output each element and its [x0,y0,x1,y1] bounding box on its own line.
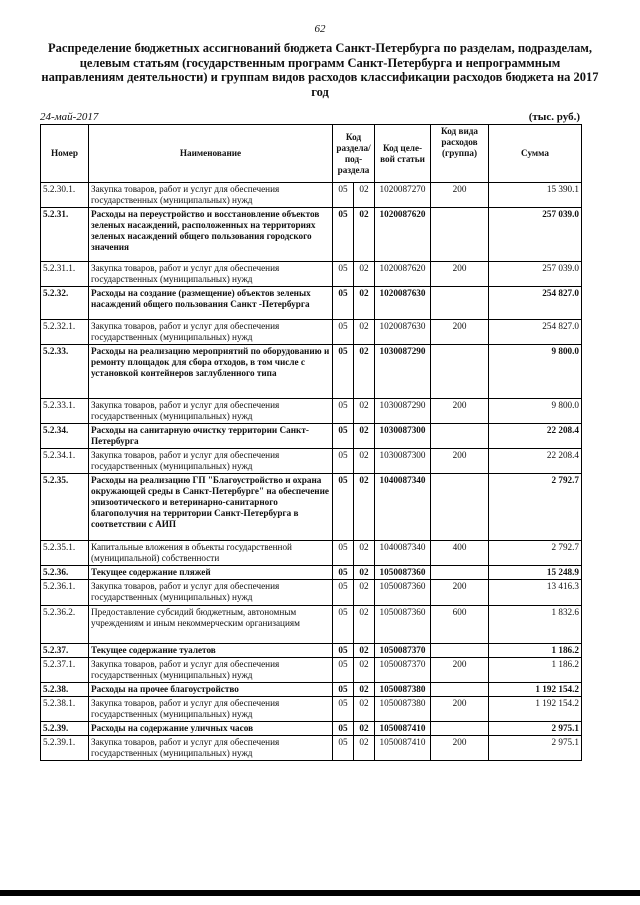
row-name: Закупка товаров, работ и услуг для обеспечения государственных (муниципальных) нужд [89,580,333,606]
row-sum: 1 832.6 [489,606,582,644]
row-section: 05 [333,345,354,399]
row-expense-kind [431,474,489,541]
row-article: 1020087630 [375,287,431,320]
table-row [41,287,582,320]
row-expense-kind [431,208,489,262]
row-sum: 1 192 154.2 [489,697,582,722]
row-expense-kind [431,644,489,658]
row-number: 5.2.34. [41,424,89,449]
table-row [41,697,582,722]
row-name: Закупка товаров, работ и услуг для обеспечения государственных (муниципальных) нужд [89,658,333,683]
table-row [41,722,582,736]
table-row [41,683,582,697]
row-number: 5.2.37.1. [41,658,89,683]
row-section: 05 [333,208,354,262]
row-article: 1050087380 [375,697,431,722]
row-name: Расходы на прочее благоустройство [89,683,333,697]
row-number: 5.2.36. [41,566,89,580]
row-article: 1050087410 [375,736,431,761]
page-number: 62 [314,23,326,35]
row-name: Расходы на реализацию ГП "Благоустройство и охрана окружающей среды в Санкт-Петербурге" на обеспечение эпизоотического и ветеринарно-санитарного благополучия на территории Санкт-Петербурга в соответствии с АИП [89,474,333,541]
row-sum: 1 192 154.2 [489,683,582,697]
row-subsection: 02 [354,287,375,320]
row-name: Закупка товаров, работ и услуг для обеспечения государственных (муниципальных) нужд [89,262,333,287]
row-name: Расходы на создание (размещение) объектов зеленых насаждений общего пользования Санкт -Петербурга [89,287,333,320]
row-article: 1050087360 [375,580,431,606]
row-sum: 22 208.4 [489,449,582,474]
row-subsection: 02 [354,345,375,399]
row-subsection: 02 [354,580,375,606]
row-number: 5.2.36.1. [41,580,89,606]
row-section: 05 [333,658,354,683]
row-subsection: 02 [354,262,375,287]
row-number: 5.2.33. [41,345,89,399]
table-row [41,736,582,761]
row-section: 05 [333,474,354,541]
row-expense-kind [431,722,489,736]
row-section: 05 [333,722,354,736]
row-expense-kind [431,287,489,320]
row-article: 1050087410 [375,722,431,736]
header-expense-kind: Код вида расходов (группа) [431,125,489,183]
row-name: Закупка товаров, работ и услуг для обеспечения государственных (муниципальных) нужд [89,320,333,345]
row-subsection: 02 [354,474,375,541]
row-sum: 257 039.0 [489,208,582,262]
header-name: Наименование [89,125,333,183]
row-article: 1020087270 [375,183,431,208]
row-sum: 2 792.7 [489,541,582,566]
row-subsection: 02 [354,566,375,580]
row-expense-kind [431,345,489,399]
table-row [41,262,582,287]
row-number: 5.2.38.1. [41,697,89,722]
row-expense-kind: 600 [431,606,489,644]
table-row [41,183,582,208]
header-sum: Сумма [489,125,582,183]
row-name: Расходы на переустройство и восстановление объектов зеленых насаждений, расположенных на территориях зеленых насаждений общего пользования городского значения [89,208,333,262]
row-section: 05 [333,449,354,474]
row-section: 05 [333,566,354,580]
row-article: 1030087300 [375,424,431,449]
row-subsection: 02 [354,722,375,736]
row-number: 5.2.36.2. [41,606,89,644]
row-expense-kind: 200 [431,658,489,683]
row-subsection: 02 [354,424,375,449]
row-subsection: 02 [354,449,375,474]
row-article: 1020087620 [375,208,431,262]
row-sum: 9 800.0 [489,345,582,399]
row-subsection: 02 [354,208,375,262]
row-article: 1050087370 [375,658,431,683]
row-number: 5.2.32. [41,287,89,320]
row-expense-kind: 200 [431,399,489,424]
row-expense-kind: 400 [431,541,489,566]
row-sum: 2 975.1 [489,736,582,761]
row-sum: 1 186.2 [489,644,582,658]
row-name: Закупка товаров, работ и услуг для обеспечения государственных (муниципальных) нужд [89,183,333,208]
table-row [41,580,582,606]
row-article: 1030087300 [375,449,431,474]
row-sum: 15 390.1 [489,183,582,208]
row-number: 5.2.37. [41,644,89,658]
row-article: 1050087370 [375,644,431,658]
header-number: Номер [41,125,89,183]
row-subsection: 02 [354,541,375,566]
row-number: 5.2.30.1. [41,183,89,208]
table-row [41,424,582,449]
header-article: Код целе- вой статьи [375,125,431,183]
row-section: 05 [333,606,354,644]
row-expense-kind: 200 [431,736,489,761]
row-expense-kind: 200 [431,262,489,287]
row-name: Текущее содержание пляжей [89,566,333,580]
row-article: 1040087340 [375,541,431,566]
row-subsection: 02 [354,644,375,658]
row-number: 5.2.31. [41,208,89,262]
row-name: Расходы на содержание уличных часов [89,722,333,736]
table-body [41,183,582,761]
bottom-scan-border [0,890,640,896]
row-sum: 15 248.9 [489,566,582,580]
row-article: 1040087340 [375,474,431,541]
row-expense-kind [431,683,489,697]
row-section: 05 [333,697,354,722]
row-section: 05 [333,683,354,697]
row-section: 05 [333,424,354,449]
row-subsection: 02 [354,399,375,424]
table-row [41,320,582,345]
page-title: Распределение бюджетных ассигнований бюджета Санкт-Петербурга по разделам, подразделам, целевым статьям (государственным программ Санкт-Петербурга и непрограммным направлениям деятельности) и группам видов расходов классификации расходов бюджета на 2017 год [41,41,599,99]
row-subsection: 02 [354,658,375,683]
row-sum: 22 208.4 [489,424,582,449]
row-number: 5.2.33.1. [41,399,89,424]
row-name: Закупка товаров, работ и услуг для обеспечения государственных (муниципальных) нужд [89,697,333,722]
row-section: 05 [333,399,354,424]
row-article: 1020087620 [375,262,431,287]
budget-table [40,124,582,761]
row-name: Закупка товаров, работ и услуг для обеспечения государственных (муниципальных) нужд [89,449,333,474]
row-article: 1020087630 [375,320,431,345]
row-section: 05 [333,287,354,320]
row-name: Предоставление субсидий бюджетным, автономным учреждениям и иным некоммерческим организациям [89,606,333,644]
row-section: 05 [333,320,354,345]
row-section: 05 [333,736,354,761]
row-number: 5.2.31.1. [41,262,89,287]
row-section: 05 [333,262,354,287]
row-section: 05 [333,541,354,566]
row-name: Закупка товаров, работ и услуг для обеспечения государственных (муниципальных) нужд [89,736,333,761]
row-sum: 2 792.7 [489,474,582,541]
table-row [41,399,582,424]
row-article: 1050087380 [375,683,431,697]
row-article: 1050087360 [375,566,431,580]
table-row [41,606,582,644]
row-number: 5.2.32.1. [41,320,89,345]
table-row [41,474,582,541]
row-number: 5.2.35.1. [41,541,89,566]
row-name: Закупка товаров, работ и услуг для обеспечения государственных (муниципальных) нужд [89,399,333,424]
row-subsection: 02 [354,736,375,761]
row-article: 1030087290 [375,399,431,424]
row-sum: 9 800.0 [489,399,582,424]
table-row [41,208,582,262]
row-sum: 257 039.0 [489,262,582,287]
table-row [41,644,582,658]
table-row [41,566,582,580]
row-number: 5.2.39. [41,722,89,736]
row-number: 5.2.35. [41,474,89,541]
row-sum: 254 827.0 [489,287,582,320]
row-number: 5.2.34.1. [41,449,89,474]
row-name: Расходы на реализацию мероприятий по оборудованию и ремонту площадок для сбора отходов, в том числе с установкой контейнеров заглубленного типа [89,345,333,399]
row-sum: 2 975.1 [489,722,582,736]
units-label: (тыс. руб.) [528,111,580,123]
row-subsection: 02 [354,320,375,345]
row-sum: 1 186.2 [489,658,582,683]
row-name: Текущее содержание туалетов [89,644,333,658]
row-expense-kind: 200 [431,449,489,474]
row-article: 1030087290 [375,345,431,399]
row-article: 1050087360 [375,606,431,644]
row-sum: 254 827.0 [489,320,582,345]
row-name: Расходы на санитарную очистку территории Санкт-Петербурга [89,424,333,449]
document-date: 24-май-2017 [40,111,99,123]
row-expense-kind: 200 [431,697,489,722]
row-expense-kind: 200 [431,183,489,208]
row-subsection: 02 [354,697,375,722]
table-row [41,345,582,399]
row-number: 5.2.38. [41,683,89,697]
row-subsection: 02 [354,606,375,644]
row-expense-kind: 200 [431,320,489,345]
row-expense-kind: 200 [431,580,489,606]
row-name: Капитальные вложения в объекты государственной (муниципальной) собственности [89,541,333,566]
table-row [41,541,582,566]
row-section: 05 [333,580,354,606]
row-section: 05 [333,183,354,208]
row-expense-kind [431,424,489,449]
table-row [41,658,582,683]
row-number: 5.2.39.1. [41,736,89,761]
row-subsection: 02 [354,683,375,697]
header-section: Код раздела/ под- раздела [333,125,375,183]
row-expense-kind [431,566,489,580]
row-subsection: 02 [354,183,375,208]
table-row [41,449,582,474]
row-section: 05 [333,644,354,658]
row-sum: 13 416.3 [489,580,582,606]
